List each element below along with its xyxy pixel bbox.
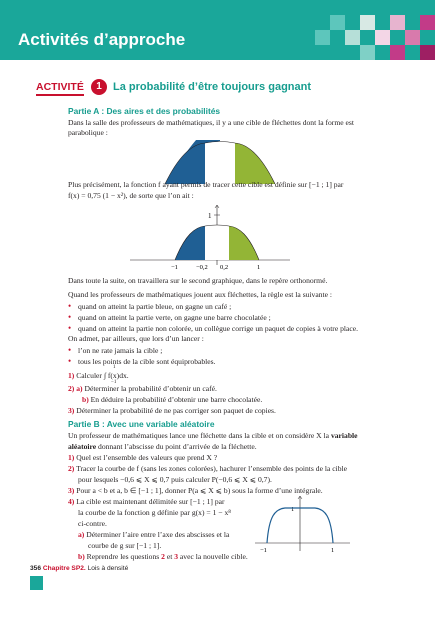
page-footer: [30, 565, 128, 572]
part-b-question-4: 4) La cible est maintenant délimitée sur [−1 ; 1] par: [68, 497, 225, 506]
footer-color-bar: [30, 576, 43, 590]
activity-label: ACTIVITÉ: [36, 81, 84, 96]
rule-item: • quand on atteint la partie bleue, on gagne un café ;: [68, 301, 232, 311]
decorative-mosaic: [245, 0, 435, 60]
page-title: Activités d’approche: [18, 30, 186, 49]
g-x-tick-plus-1: 1: [331, 547, 335, 554]
integral-lower-bound: −1: [111, 380, 117, 385]
integral-upper-bound: 1: [113, 365, 116, 370]
part-a-question-1: 1) Calculer ∫ f(x)dx.: [68, 371, 129, 380]
activity-title: La probabilité d’être toujours gagnant: [113, 81, 312, 93]
part-b-intro-1: Un professeur de mathématiques lance une fléchette dans la cible et on considère X la variable: [68, 431, 358, 440]
g-y-axis-label-1: 1: [291, 506, 295, 513]
bullet-icon: •: [68, 312, 72, 322]
bullet-icon: •: [68, 301, 72, 311]
activity-number: 1: [91, 79, 107, 95]
y-axis-label-1: 1: [208, 212, 212, 220]
part-a-question-2b: b) En déduire la probabilité d’obtenir une barre chocolatée.: [82, 395, 263, 404]
chapter-title: Lois à densité: [87, 565, 129, 572]
part-a-intro-2: parabolique :: [68, 128, 108, 137]
assume-intro: On admet, par ailleurs, que lors d’un lancer :: [68, 334, 204, 343]
page-number: 356: [30, 565, 42, 572]
part-b-question-2: 2) Tracer la courbe de f (sans les zones colorées), hachurer l’ensemble des points de la cible: [68, 464, 347, 473]
rule-item: • quand on atteint la partie verte, on gagne une barre chocolatée ;: [68, 312, 271, 322]
bullet-icon: •: [68, 323, 72, 333]
chapter-header: [0, 0, 435, 60]
white-zone: [205, 142, 235, 185]
part-b-intro-2: aléatoire donnant l’abscisse du point d’arrivée de la fléchette.: [68, 442, 257, 451]
part-a-intro-1: Dans la salle des professeurs de mathématiques, il y a une cible de fléchettes dont la forme est: [68, 118, 354, 127]
part-b-question-4a-l2: courbe de g sur [−1 ; 1].: [88, 541, 162, 550]
part-a-question-2a: 2) a) Déterminer la probabilité d’obtenir un café.: [68, 384, 217, 393]
part-a-title: Partie A : Des aires et des probabilités: [68, 106, 221, 116]
g-x-tick-minus-1: −1: [260, 547, 267, 554]
part-b-question-4-l3: ci-contre.: [78, 519, 107, 528]
part-a-question-3: 3) Déterminer la probabilité de ne pas corriger son paquet de copies.: [68, 406, 276, 415]
bullet-icon: •: [68, 345, 72, 355]
rule-item: • quand on atteint la partie non colorée, un collègue corrige un paquet de copies à votre place.: [68, 323, 359, 333]
assume-item: • l’on ne rate jamais la cible ;: [68, 345, 163, 355]
green-zone: [235, 143, 275, 184]
x-tick-minus-1: −1: [171, 264, 178, 271]
part-b-question-2-cont: pour lesquels −0,6 ⩽ X ⩽ 0,7 puis calculer P(−0,6 ⩽ X ⩽ 0,7).: [78, 475, 272, 484]
part-b-question-1: 1) Quel est l’ensemble des valeurs que prend X ?: [68, 453, 218, 462]
part-b-question-4a: a) Déterminer l’aire entre l’axe des abscisses et la: [78, 530, 230, 539]
part-a-cont-1: Dans toute la suite, on travaillera sur le second graphique, dans le repère orthonormé.: [68, 276, 328, 285]
part-a-def-2: f(x) = 0,75 (1 − x²), de sorte que l’on ait :: [68, 191, 194, 200]
x-tick-plus-02: 0,2: [220, 264, 229, 271]
g-function-graph: [255, 496, 350, 556]
function-graph: [130, 205, 290, 273]
x-tick-plus-1: 1: [257, 264, 261, 271]
part-b-question-4-l2: la courbe de la fonction g définie par g(x) = 1 − x⁸: [78, 508, 231, 517]
part-b-title: Partie B : Avec une variable aléatoire: [68, 419, 215, 429]
part-b-question-4b: b) Reprendre les questions 2 et 3 avec la nouvelle cible.: [78, 552, 248, 561]
part-b-question-3: 3) Pour a < b et a, b ∈ [−1 ; 1], donner P(a ⩽ X ⩽ b) sous la forme d’une intégrale.: [68, 486, 323, 495]
rules-intro: Quand les professeurs de mathématiques jouent aux fléchettes, la règle est la suivante :: [68, 290, 333, 299]
part-a-def-1: Plus précisément, la fonction f ayant permis de tracer cette cible est définie sur [−1 ; 1] par: [68, 180, 344, 189]
bullet-icon: •: [68, 356, 72, 366]
target-figure: [165, 140, 275, 185]
x-tick-minus-02: −0,2: [196, 264, 208, 271]
assume-item: • tous les points de la cible sont équiprobables.: [68, 356, 216, 366]
chapter-label: Chapitre SP2.: [42, 565, 86, 572]
